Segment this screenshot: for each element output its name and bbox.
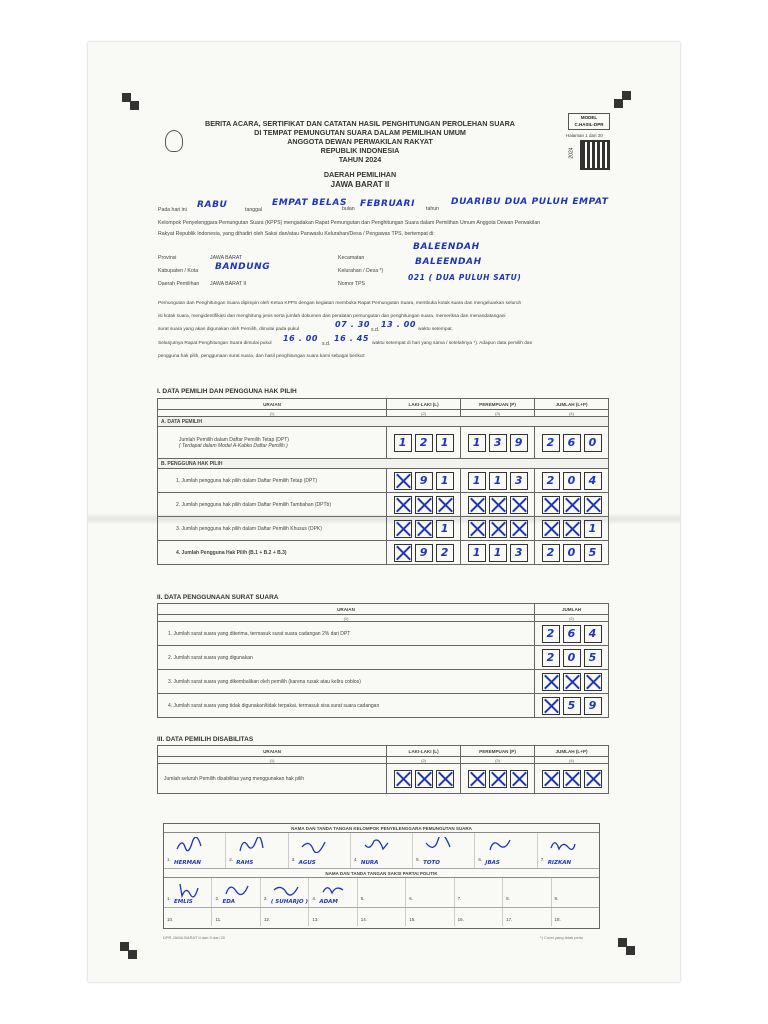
s1-col-j: JUMLAH (L+P): [535, 399, 609, 410]
saksi-signature-cell[interactable]: [261, 908, 309, 926]
digit-box-crossed[interactable]: [468, 770, 486, 788]
sig-num: 16.: [457, 917, 464, 922]
b4-p-boxes[interactable]: [464, 544, 531, 562]
digit-box-crossed[interactable]: [542, 697, 560, 715]
digit-box-crossed[interactable]: [394, 544, 412, 562]
sig-num: 5.: [360, 896, 365, 901]
crop-mark-bottom-right-2: [626, 946, 635, 955]
s3-col-p: PEREMPUAN (P): [461, 746, 535, 757]
intro-text-1: Kelompok Penyelenggara Pemungutan Suara (KPPS) mengadakan Rapat Pemungutan dan Penghitungan Suara dalam Pemilihan Umum Anggota Dewan Perwakilan: [158, 220, 541, 226]
year-label: tahun: [426, 206, 439, 212]
digit-box-crossed[interactable]: [584, 496, 602, 514]
header-line-5: TAHUN 2024: [338, 155, 382, 164]
sig-num: 15.: [409, 917, 416, 922]
sig-name: ( SUHARJO ): [270, 899, 308, 905]
b4-label: 4. Jumlah Pengguna Hak Pilih (B.1 + B.2 + B.3): [158, 541, 387, 565]
signature-scrawl-icon: [550, 837, 576, 853]
dpt-label: Jumlah Pemilih dalam Daftar Pemilih Tetap (DPT): [179, 436, 289, 443]
digit-box-crossed[interactable]: [468, 520, 486, 538]
saksi-signature-cell[interactable]: [164, 878, 212, 907]
digit-box-crossed[interactable]: [584, 673, 602, 691]
sig-num: 6.: [409, 896, 413, 901]
digit-box[interactable]: 9: [415, 472, 433, 490]
tps-label: Nomor TPS: [338, 281, 366, 287]
s3-j-boxes[interactable]: [538, 770, 605, 788]
kpps-signature-row: [164, 833, 599, 869]
section-1-table: [157, 398, 609, 565]
digit-box-crossed[interactable]: [510, 520, 528, 538]
s2-col-j: JUMLAH: [535, 604, 609, 615]
narrative-line-4b: waktu setempat di hari yang sama / setelahnya *). Adapun data pemilih dan: [372, 341, 533, 346]
sig-num: 6.: [478, 857, 483, 862]
page-note: Halaman 1 dari 20: [566, 133, 603, 138]
dpt-j-boxes[interactable]: [538, 434, 605, 452]
b4-j-boxes[interactable]: [538, 544, 605, 562]
digit-box[interactable]: 9: [415, 544, 433, 562]
dpt-l-boxes[interactable]: [390, 434, 457, 452]
digit-box-crossed[interactable]: [542, 770, 560, 788]
b2-label: 2. Jumlah pengguna hak pilih dalam Daftar Pemilih Tambahan (DPTb): [158, 493, 387, 517]
sig-num: 4.: [312, 896, 317, 901]
sig-num: 2.: [215, 896, 220, 901]
end-time: 13 . 00: [381, 320, 417, 329]
signature-scrawl-icon: [176, 837, 202, 853]
s2-r4-boxes[interactable]: [538, 697, 605, 715]
b2-p-boxes[interactable]: [464, 496, 531, 514]
digit-box[interactable]: 6: [563, 434, 581, 452]
daerah-value: JAWA BARAT II: [210, 281, 247, 287]
narrative-line-3: surat suara yang akan digunakan oleh Pemilih, dimulai pada pukul: [158, 327, 300, 332]
saksi-signature-cell[interactable]: [406, 908, 454, 926]
digit-box[interactable]: 2: [436, 544, 454, 562]
sig-name: TOTO: [423, 860, 440, 866]
saksi-signature-cell[interactable]: [309, 878, 357, 907]
sig-num: 12.: [263, 917, 271, 922]
digit-box[interactable]: 2: [542, 472, 560, 490]
region-label: DAERAH PEMILIHAN: [323, 170, 397, 179]
qr-code-icon: [580, 140, 610, 170]
saksi-signature-cell[interactable]: [552, 908, 599, 926]
digit-box[interactable]: 2: [542, 544, 560, 562]
s2-r2-boxes[interactable]: [538, 649, 605, 667]
sig-num: 17.: [506, 917, 513, 922]
kpps-signature-cell[interactable]: [226, 833, 288, 868]
sig-num: 1.: [167, 896, 171, 901]
s2-sub-2: (2): [535, 615, 609, 622]
footer-left: DPR JAWA BARAT II dari 9 dari 20: [163, 935, 226, 940]
s2-r1-boxes[interactable]: [538, 625, 605, 643]
group-a: A. DATA PEMILIH: [158, 417, 609, 427]
sig-name: JBAS: [485, 860, 500, 866]
kpps-signature-cell[interactable]: [413, 833, 475, 868]
sig-num: 1.: [167, 857, 171, 862]
digit-box[interactable]: 2: [542, 649, 560, 667]
digit-box[interactable]: 1: [394, 434, 412, 452]
digit-box[interactable]: 0: [584, 434, 602, 452]
digit-box[interactable]: 6: [563, 625, 581, 643]
digit-box[interactable]: 3: [510, 544, 528, 562]
b3-label: 3. Jumlah pengguna hak pilih dalam Daftar Pemilih Khusus (DPK): [158, 517, 387, 541]
digit-box[interactable]: 1: [436, 472, 454, 490]
digit-box[interactable]: 1: [468, 434, 486, 452]
saksi-signature-title: NAMA DAN TANDA TANGAN SAKSI PARTAI POLITIK: [164, 869, 599, 878]
section-2-title: II. DATA PENGGUNAAN SURAT SUARA: [157, 594, 279, 601]
saksi-signature-cell[interactable]: [406, 878, 454, 907]
kelurahan-value: BALEENDAH: [415, 257, 482, 267]
saksi-signature-cell[interactable]: [212, 878, 260, 907]
s1-sub-1: (1): [158, 410, 387, 417]
s2-r3-label: 3. Jumlah surat suara yang dikembalikan oleh pemilih (karena rusak atau keliru coblos): [158, 670, 535, 694]
sd-2: s.d.: [322, 341, 331, 347]
signature-scrawl-icon: [273, 882, 299, 898]
b1-j-boxes[interactable]: [538, 472, 605, 490]
day-label: Pada hari ini: [158, 207, 187, 213]
model-line-2: C.HASIL-DPR: [574, 122, 604, 127]
crop-mark-top-right: [622, 91, 631, 100]
dpt-note: ( Terdapat dalam Model A-Kabko Daftar Pemilih ): [179, 442, 288, 449]
header-line-2: DI TEMPAT PEMUNGUTAN SUARA DALAM PEMILIHAN UMUM: [254, 128, 466, 137]
digit-box[interactable]: 1: [489, 544, 507, 562]
month-label: bulan: [342, 206, 355, 212]
digit-box[interactable]: 1: [489, 472, 507, 490]
sd-1: s.d.: [371, 327, 380, 333]
sig-name: EDA: [222, 899, 236, 905]
section-1-title: I. DATA PEMILIH DAN PENGGUNA HAK PILIH: [157, 388, 297, 395]
digit-box-crossed[interactable]: [394, 770, 412, 788]
saksi-signature-cell[interactable]: [552, 878, 599, 907]
s3-col-j: JUMLAH (L+P): [535, 746, 609, 757]
s2-sub-1: (1): [158, 615, 535, 622]
region-value: JAWA BARAT II: [330, 180, 390, 189]
kpps-signature-cell[interactable]: [475, 833, 537, 868]
saksi-signature-cell[interactable]: [358, 908, 406, 926]
digit-box-crossed[interactable]: [489, 770, 507, 788]
s3-sub-3: (3): [461, 757, 535, 764]
saksi-signature-cell[interactable]: [503, 878, 551, 907]
digit-box-crossed[interactable]: [510, 770, 528, 788]
dpt-label-cell: [158, 427, 387, 459]
sig-name: AGUS: [298, 860, 316, 866]
signature-scrawl-icon: [487, 837, 513, 853]
digit-box-crossed[interactable]: [415, 770, 433, 788]
signature-scrawl-icon: [224, 882, 250, 898]
s1-col-p: PEREMPUAN (P): [461, 399, 535, 410]
s1-col-l: LAKI-LAKI (L): [387, 399, 461, 410]
group-b: B. PENGGUNA HAK PILIH: [158, 459, 609, 469]
digit-box[interactable]: 2: [415, 434, 433, 452]
date-value: EMPAT BELAS: [272, 198, 348, 208]
model-box: [568, 113, 610, 130]
signature-scrawl-icon: [176, 882, 202, 898]
s1-col-uraian: URAIAN: [158, 399, 387, 410]
sig-name: RAHS: [236, 860, 254, 866]
s2-col-uraian: URAIAN: [158, 604, 535, 615]
kabupaten-value: BANDUNG: [215, 262, 271, 272]
digit-box[interactable]: 0: [563, 649, 581, 667]
saksi-signature-cell[interactable]: [261, 878, 309, 907]
s3-col-uraian: URAIAN: [158, 746, 387, 757]
b2-j-boxes[interactable]: [538, 496, 605, 514]
digit-box[interactable]: 3: [510, 472, 528, 490]
s2-r3-boxes[interactable]: [538, 673, 605, 691]
digit-box-crossed[interactable]: [563, 496, 581, 514]
sig-num: 18.: [554, 917, 561, 922]
digit-box[interactable]: 9: [510, 434, 528, 452]
signature-table: [163, 823, 600, 929]
b3-p-boxes[interactable]: [464, 520, 531, 538]
sig-num: 14.: [360, 917, 368, 922]
digit-box[interactable]: 5: [584, 544, 602, 562]
sig-num: 7.: [457, 896, 462, 901]
b1-p-boxes[interactable]: [464, 472, 531, 490]
b4-l-boxes[interactable]: [390, 544, 457, 562]
s3-sub-1: (1): [158, 757, 387, 764]
s1-sub-2: (2): [387, 410, 461, 417]
digit-box-crossed[interactable]: [394, 496, 412, 514]
digit-box-crossed[interactable]: [394, 520, 412, 538]
digit-box-crossed[interactable]: [542, 520, 560, 538]
kecamatan-value: BALEENDAH: [413, 242, 480, 252]
saksi-signature-cell[interactable]: [358, 878, 406, 907]
header-line-1: BERITA ACARA, SERTIFIKAT DAN CATATAN HASIL PENGHITUNGAN PEROLEHAN SUARA: [205, 119, 515, 128]
digit-box-crossed[interactable]: [415, 496, 433, 514]
kpps-signature-cell[interactable]: [164, 833, 226, 868]
narrative-line-1: Pemungutan dan Penghitungan Suara dipimpin oleh Ketua KPPS dengan kegiatan membuka Rapat Pemungutan Suara, membuka kotak suara dan mengeluarkan seluruh: [158, 301, 522, 306]
digit-box[interactable]: 1: [436, 434, 454, 452]
date-label: tanggal: [245, 207, 263, 213]
section-3-title: III. DATA PEMILIH DISABILITAS: [157, 736, 254, 743]
digit-box-crossed[interactable]: [563, 673, 581, 691]
digit-box[interactable]: 3: [489, 434, 507, 452]
sig-num: 4.: [353, 857, 358, 862]
s2-r4-label: 4. Jumlah surat suara yang tidak digunakan/tidak terpakai, termasuk sisa surat suara cadangan: [158, 694, 535, 718]
narrative-line-2: isi kotak suara, mengidentifikasi dan menghitung jenis serta jumlah dokumen dan peralatan pemungutan dan penghitungan suara, memeriksa dan menandatangani: [158, 314, 506, 319]
digit-box-crossed[interactable]: [542, 496, 560, 514]
day-value: RABU: [197, 200, 228, 210]
digit-box[interactable]: 1: [436, 520, 454, 538]
digit-box-crossed[interactable]: [563, 770, 581, 788]
b3-j-boxes[interactable]: [538, 520, 605, 538]
kabupaten-label: Kabupaten / Kota: [158, 268, 199, 274]
count-start: 16 . 00: [283, 334, 319, 343]
tps-value: 021 ( DUA PULUH SATU): [408, 273, 522, 282]
s1-sub-3: (3): [461, 410, 535, 417]
signature-scrawl-icon: [425, 837, 451, 853]
sig-num: 3.: [291, 857, 296, 862]
b1-label: 1. Jumlah pengguna hak pilih dalam Daftar Pemilih Tetap (DPT): [158, 469, 387, 493]
sig-num: 9.: [554, 896, 559, 901]
saksi-signature-row-2: [164, 908, 599, 926]
sig-name: RIZKAN: [547, 860, 572, 866]
digit-box[interactable]: 2: [542, 625, 560, 643]
digit-box[interactable]: 1: [468, 472, 486, 490]
digit-box[interactable]: 9: [584, 697, 602, 715]
digit-box-crossed[interactable]: [563, 520, 581, 538]
signature-scrawl-icon: [238, 837, 264, 853]
sig-num: 3.: [263, 896, 268, 901]
digit-box-crossed[interactable]: [584, 770, 602, 788]
signature-scrawl-icon: [321, 882, 347, 898]
kelurahan-label: Kelurahan / Desa *): [338, 268, 384, 274]
count-end: 16 . 45: [334, 334, 370, 343]
sig-num: 8.: [506, 896, 510, 901]
crop-mark-bottom-left-2: [128, 950, 137, 959]
sig-num: 2.: [229, 857, 234, 862]
digit-box[interactable]: 0: [563, 472, 581, 490]
kpps-signature-cell[interactable]: [351, 833, 413, 868]
saksi-signature-cell[interactable]: [455, 878, 503, 907]
digit-box-crossed[interactable]: [489, 496, 507, 514]
saksi-signature-cell[interactable]: [309, 908, 357, 926]
digit-box-crossed[interactable]: [489, 520, 507, 538]
start-time: 07 . 30: [335, 320, 371, 329]
saksi-signature-cell[interactable]: [455, 908, 503, 926]
sig-name: EMLIS: [174, 899, 193, 905]
saksi-signature-row-1: [164, 878, 599, 908]
digit-box-crossed[interactable]: [468, 496, 486, 514]
year-value: DUARIBU DUA PULUH EMPAT: [451, 197, 609, 207]
sig-num: 13.: [312, 917, 319, 922]
saksi-signature-cell[interactable]: [212, 908, 260, 926]
provinsi-label: Provinsi: [158, 255, 177, 261]
sig-num: 5.: [416, 857, 420, 862]
digit-box-crossed[interactable]: [510, 496, 528, 514]
header-line-3: ANGGOTA DEWAN PERWAKILAN RAKYAT: [287, 137, 433, 146]
signature-scrawl-icon: [363, 837, 389, 853]
header-line-4: REPUBLIK INDONESIA: [320, 146, 400, 155]
provinsi-value: JAWA BARAT: [210, 255, 243, 261]
sig-name: HERMAN: [174, 860, 201, 866]
year-vertical: 2024: [568, 147, 575, 159]
sig-name: ADAM: [319, 899, 338, 905]
digit-box-crossed[interactable]: [415, 520, 433, 538]
saksi-signature-cell[interactable]: [503, 908, 551, 926]
footer-right: *) Coret yang tidak perlu: [540, 935, 584, 940]
month-value: FEBRUARI: [360, 199, 416, 209]
sig-name: NURA: [360, 860, 379, 866]
crop-mark-top-right-2: [614, 99, 623, 108]
s3-p-boxes[interactable]: [464, 770, 531, 788]
digit-box[interactable]: 0: [563, 544, 581, 562]
kpps-signature-title: NAMA DAN TANDA TANGAN KELOMPOK PENYELENGGARA PEMUNGUTAN SUARA: [164, 824, 599, 833]
digit-box-crossed[interactable]: [542, 673, 560, 691]
digit-box-crossed[interactable]: [394, 472, 412, 490]
b1-l-boxes[interactable]: [390, 472, 457, 490]
model-line-1: MODEL: [580, 115, 598, 120]
digit-box[interactable]: 1: [468, 544, 486, 562]
s3-l-boxes[interactable]: [390, 770, 457, 788]
digit-box[interactable]: 4: [584, 472, 602, 490]
digit-box-crossed[interactable]: [436, 496, 454, 514]
narrative-line-4: Selanjutnya Rapat Penghitungan Suara dimulai pukul: [158, 341, 272, 346]
s1-sub-4: (4): [535, 410, 609, 417]
kecamatan-label: Kecamatan: [338, 255, 365, 261]
digit-box-crossed[interactable]: [436, 770, 454, 788]
intro-text-2: Rakyat Republik Indonesia, yang dihadiri oleh Saksi dan/atau Panwaslu Kelurahan/Desa / Pengawas TPS, bertempat di:: [158, 231, 435, 237]
kpps-signature-cell[interactable]: [538, 833, 599, 868]
narrative-line-3b: waktu setempat.: [418, 327, 453, 332]
section-3-table: [157, 745, 609, 794]
saksi-signature-cell[interactable]: [164, 908, 212, 926]
narrative-line-5: pengguna hak pilih, penggunaan surat suara, dan hasil penghitungan suara kami sebagai berikut:: [158, 354, 366, 359]
digit-box[interactable]: 2: [542, 434, 560, 452]
digit-box[interactable]: 5: [584, 649, 602, 667]
signature-scrawl-icon: [301, 837, 327, 853]
b3-l-boxes[interactable]: [390, 520, 457, 538]
s2-r1-label: 1. Jumlah surat suara yang diterima, termasuk surat suara cadangan 2% dari DPT: [158, 622, 535, 646]
s3-row-label: Jumlah seluruh Pemilih disabilitas yang menggunakan hak pilih: [158, 764, 387, 794]
b2-l-boxes[interactable]: [390, 496, 457, 514]
daerah-label: Daerah Pemilihan: [158, 281, 200, 287]
dpt-p-boxes[interactable]: [464, 434, 531, 452]
s3-col-l: LAKI-LAKI (L): [387, 746, 461, 757]
digit-box[interactable]: 1: [584, 520, 602, 538]
digit-box[interactable]: 4: [584, 625, 602, 643]
sig-num: 7.: [540, 857, 545, 862]
s3-sub-4: (4): [535, 757, 609, 764]
kpps-signature-cell[interactable]: [289, 833, 351, 868]
section-2-table: [157, 603, 609, 718]
digit-box[interactable]: 5: [563, 697, 581, 715]
sig-num: 11.: [215, 917, 222, 922]
crop-mark-top-left-2: [130, 101, 139, 110]
s2-r2-label: 2. Jumlah surat suara yang digunakan: [158, 646, 535, 670]
sig-num: 10.: [167, 917, 174, 922]
s3-sub-2: (2): [387, 757, 461, 764]
